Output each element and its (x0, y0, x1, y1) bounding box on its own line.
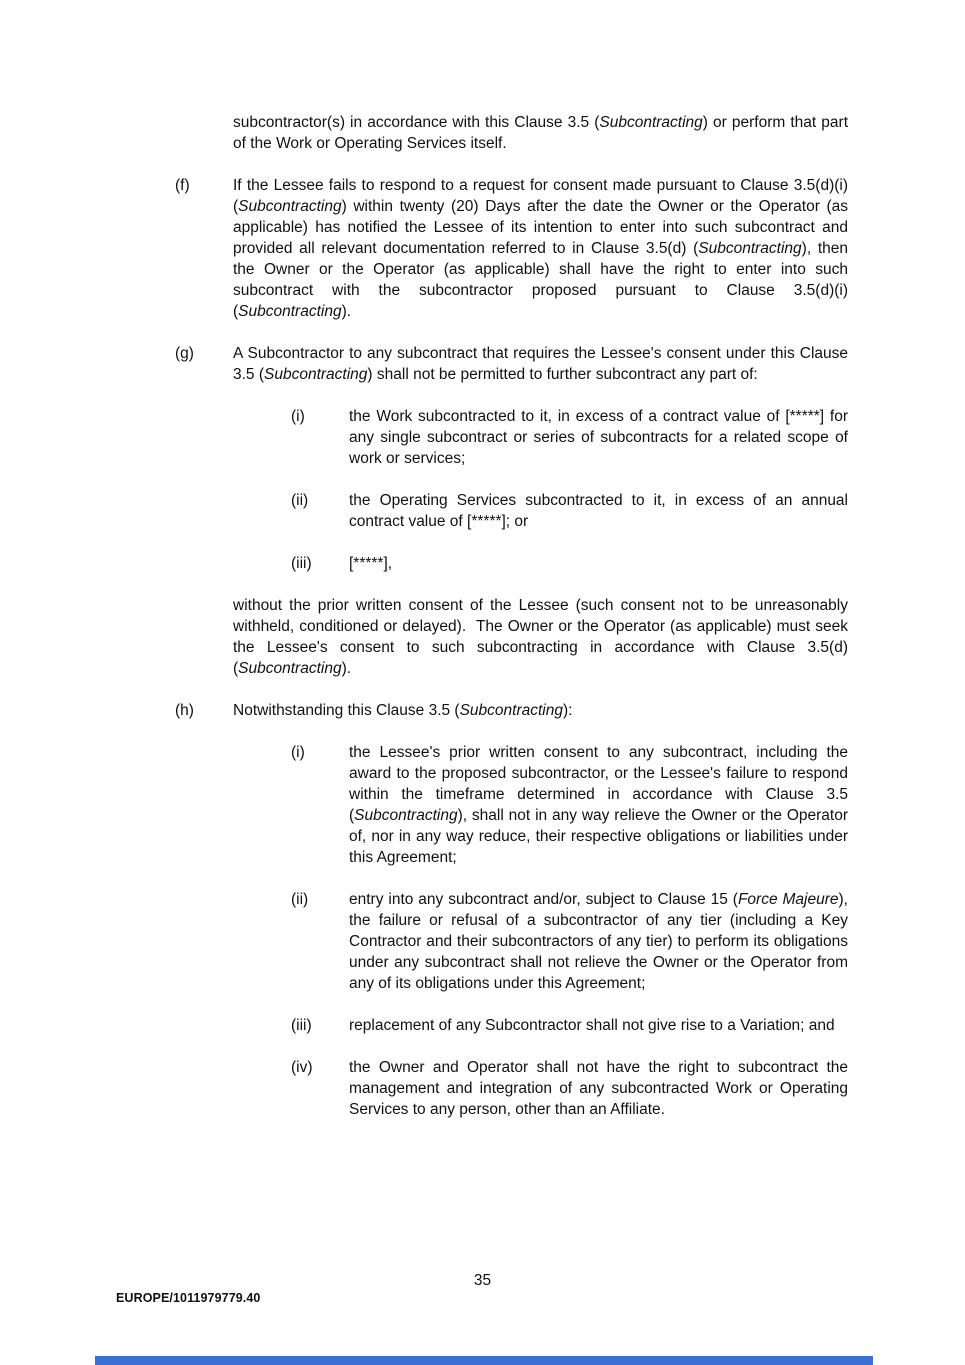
paragraph-text: Notwithstanding this Clause 3.5 (Subcontracting): (233, 702, 573, 719)
clause-paragraph (291, 889, 848, 994)
clause-label: (ii) (291, 891, 309, 908)
clause-paragraph (291, 553, 848, 574)
clause-paragraph (175, 175, 848, 322)
clause-label: (i) (291, 744, 305, 761)
footer-highlight-bar (95, 1356, 873, 1365)
document-body (0, 112, 965, 1141)
clause-paragraph (291, 490, 848, 532)
paragraph-text: A Subcontractor to any subcontract that requires the Lessee's consent under this Clause 3.5 (Subcontracting) shall not be permitted to further subcontract any part of: (233, 345, 848, 383)
paragraph-text: [*****], (349, 555, 393, 572)
clause-label: (g) (175, 345, 194, 362)
clause-paragraph (291, 1057, 848, 1120)
paragraph-text: the Owner and Operator shall not have the right to subcontract the management and integration of any subcontracted Work or Operating Services to any person, other than an Affiliate. (349, 1059, 848, 1118)
page-number: 35 (473, 1272, 492, 1289)
clause-label: (i) (291, 408, 305, 425)
clause-paragraph (175, 343, 848, 385)
paragraph-text: subcontractor(s) in accordance with this Clause 3.5 (Subcontracting) or perform that part of the Work or Operating Services itself. (233, 114, 849, 152)
clause-label: (iii) (291, 555, 312, 572)
paragraph-text: without the prior written consent of the Lessee (such consent not to be unreasonably withheld, conditioned or delayed). The Owner or the Operator (as applicable) must seek the Lessee's consent to such subcontracting in accordance with Clause 3.5(d) (Subcontracting). (233, 597, 848, 677)
clause-label: (iii) (291, 1017, 312, 1034)
clause-label: (h) (175, 702, 194, 719)
clause-paragraph (291, 742, 848, 868)
clause-paragraph (291, 406, 848, 469)
paragraph-text: If the Lessee fails to respond to a request for consent made pursuant to Clause 3.5(d)(i) (Subcontracting) within twenty (20) Days after the date the Owner or the Operator (as applicable) has notified the Lessee of its intention to enter into such subcontract and provided all relevant documentation referred to in Clause 3.5(d) (Subcontracting), then the Owner or the Operator (as applicable) shall have the right to enter into such subcontract with the subcontractor proposed pursuant to Clause 3.5(d)(i) (Subcontracting). (233, 177, 848, 320)
paragraph-text: replacement of any Subcontractor shall not give rise to a Variation; and (349, 1017, 835, 1034)
paragraph-text: the Operating Services subcontracted to it, in excess of an annual contract value of [*****]; or (349, 492, 848, 530)
clause-label: (f) (175, 177, 190, 194)
clause-label: (ii) (291, 492, 309, 509)
clause-paragraph (175, 700, 848, 721)
paragraph (233, 112, 848, 154)
document-id-footer: EUROPE/1011979779.40 (116, 1291, 261, 1305)
paragraph-text: the Lessee's prior written consent to any subcontract, including the award to the proposed subcontractor, or the Lessee's failure to respond within the timeframe determined in accordance with Clause 3.5 (Subcontracting), shall not in any way relieve the Owner or the Operator of, nor in any way reduce, their respective obligations or liabilities under this Agreement; (349, 744, 848, 866)
paragraph-text: entry into any subcontract and/or, subject to Clause 15 (Force Majeure), the failure or refusal of a subcontractor of any tier (including a Key Contractor and their subcontractors of any tier) to perform its obligations under any subcontract shall not relieve the Owner or the Operator from any of its obligations under this Agreement; (349, 891, 848, 992)
clause-label: (iv) (291, 1059, 313, 1076)
paragraph (233, 595, 848, 679)
paragraph-text: the Work subcontracted to it, in excess of a contract value of [*****] for any single subcontract or series of subcontracts for a related scope of work or services; (349, 408, 848, 467)
clause-paragraph (291, 1015, 848, 1036)
